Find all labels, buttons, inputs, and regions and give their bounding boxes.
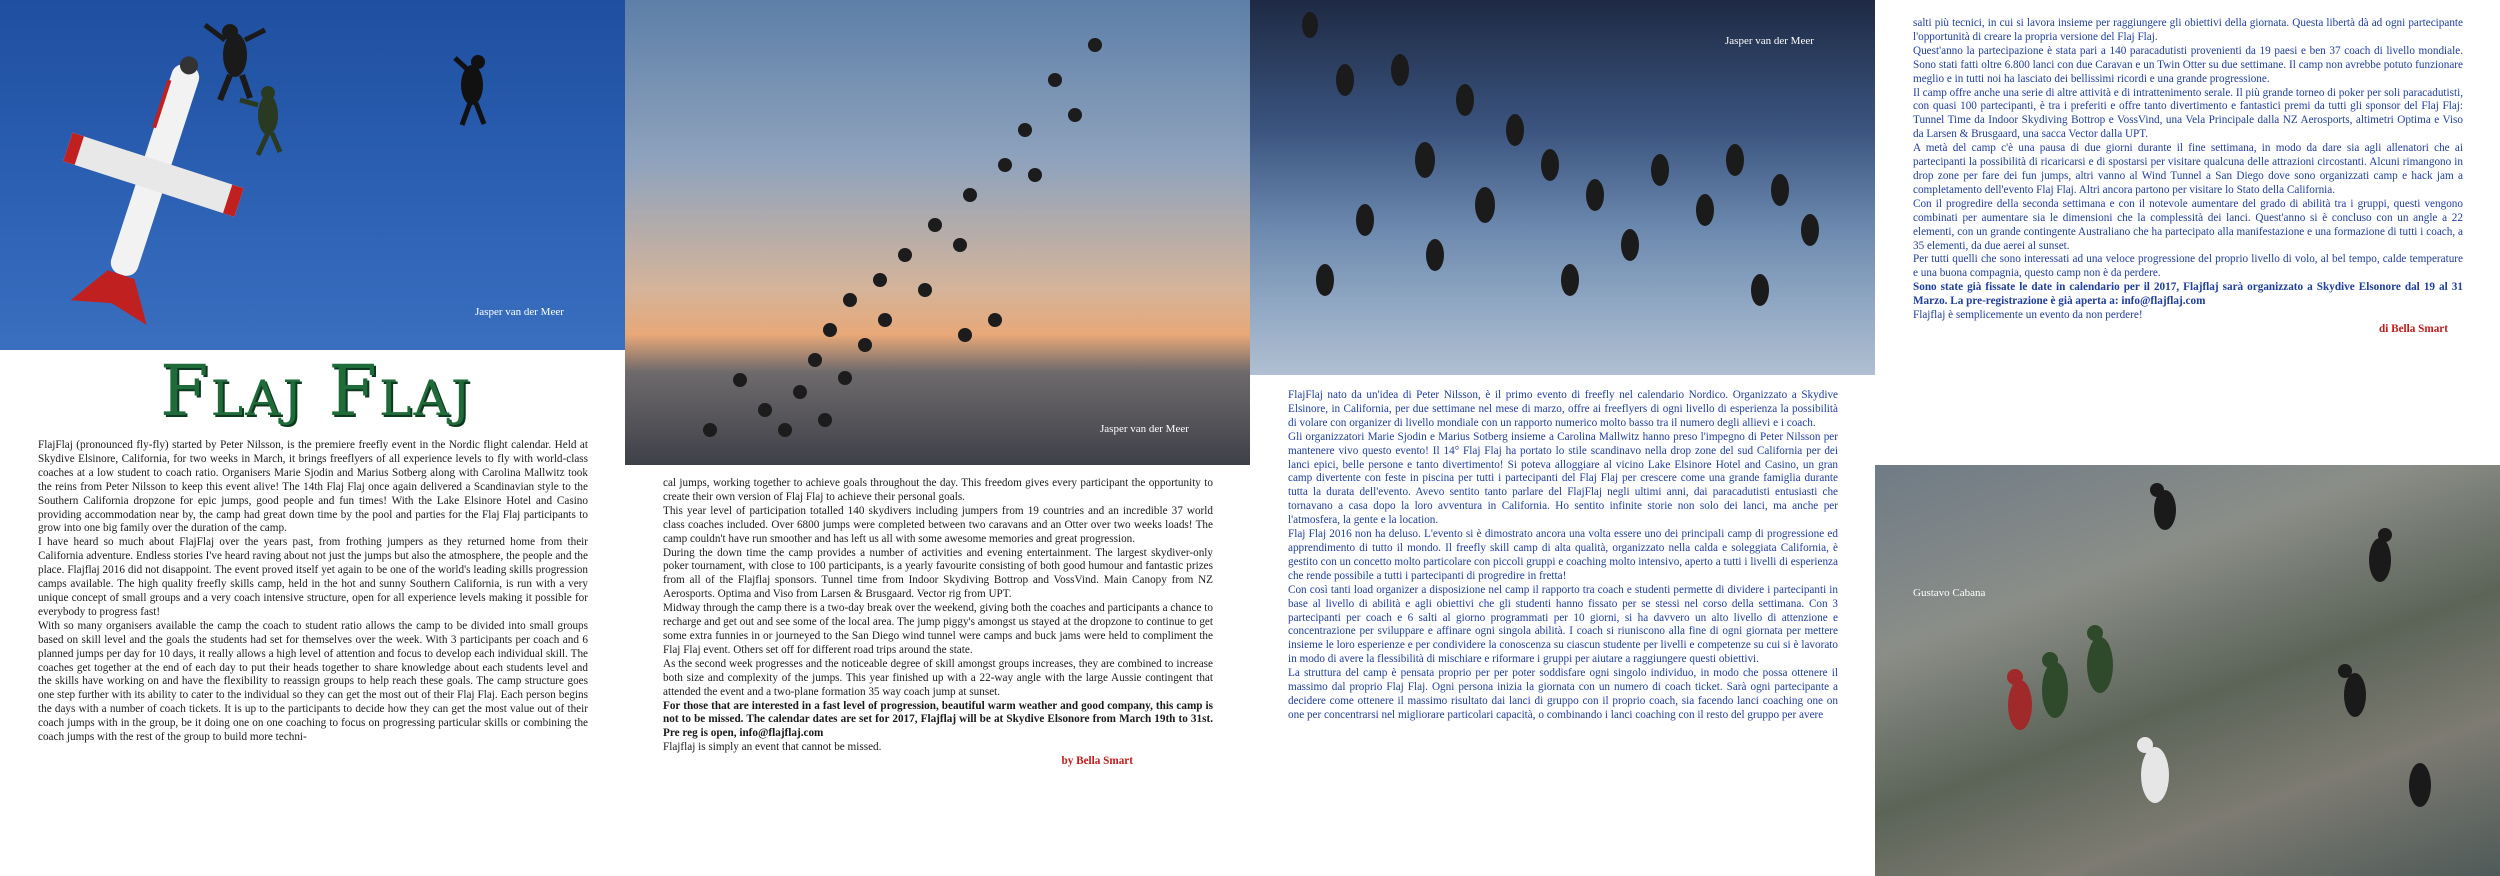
paragraph: Sono state già fissate le date in calendario per il 2017, Flajflaj sarà organizzato a Skydive Elsonore dal 19 al 31 Marzo. La pre-registrazione è già aperta a: info@flajflaj.com xyxy=(1913,281,2463,308)
paragraph: As the second week progresses and the noticeable degree of skill amongst groups increases, they are combined to increase both size and complexity of the jumps. This year finished up with a 22-way angle with the large Aussie contingent that attended the event and a two-plane formation 35 way coach jump at sunset. xyxy=(663,657,1213,698)
photo-sky-formation xyxy=(1250,0,1875,375)
photo-credit: Gustavo Cabana xyxy=(1913,587,1986,599)
paragraph: Con il progredire della seconda settimana e con il notevole aumentare del grado di abilità tra i gruppi, questi vengono combinati per aumentare sia le dimensioni che la complessità dei lanci. Quest'anno si è concluso con un angle a 22 elementi, con un grande contingente Australiano che ha partecipato alla manifestazione e una formazione di tutti i coach, a 35 elementi, da due aerei al sunset. xyxy=(1913,197,2463,252)
photo-plane-freeflyers xyxy=(0,0,625,350)
paragraph: Per tutti quelli che sono interessati ad una veloce progressione del proprio livello di volo, al bel tempo, calde temperature e una buona compagnia, questo camp non è da perdere. xyxy=(1913,253,2463,280)
paragraph: A metà del camp c'è una pausa di due giorni durante il fine settimana, in modo da dare sia agli allenatori che ai partecipanti la possibilità di ricaricarsi e di spostarsi per visitare qualcuna delle attrazioni circostanti. Alcuni rimangono in drop zone per fare dei fun jumps, altri vanno al Wind Tunnel a San Diego dove sono organizzati camp e hack jam a completamento dell'evento Flaj Flaj. Altri ancora partono per visitare lo Stato della California. xyxy=(1913,142,2463,196)
photo-credit: Jasper van der Meer xyxy=(475,306,564,318)
formation-icon xyxy=(625,0,1250,465)
page-panel-2 xyxy=(625,0,1250,876)
paragraph: This year level of participation totalled 140 skydivers including jumpers from 19 countries and an incredible 37 world class coaches included. Over 6800 jumps were completed between two caravans and an Otter over two weeks loads! The camp couldn't have run smoother and has left us all with some awesome memories and great progression. xyxy=(663,504,1213,545)
skydiver-icon xyxy=(455,55,485,125)
paragraph: Quest'anno la partecipazione è stata pari a 140 paracadutisti provenienti da 19 paesi e ben 37 coach di livello mondiale. Sono stati fatti oltre 6.800 lanci con due Caravan e un Twin Otter su due settimane. Il camp non avrebbe potuto funzionare meglio e in tutti noi ha lasciato dei bellissimi ricordi e una grande progressione. xyxy=(1913,44,2463,85)
freeflyers-icon xyxy=(1875,465,2500,876)
paragraph: Flajflaj is simply an event that cannot be missed. xyxy=(663,741,882,754)
photo-credit: Jasper van der Meer xyxy=(1100,423,1189,435)
english-column-2 xyxy=(663,477,1213,769)
page-panel-1 xyxy=(0,0,625,876)
italian-column-1 xyxy=(1288,389,1838,723)
paragraph: For those that are interested in a fast level of progression, beautiful warm weather and good company, this camp is not to be missed. The calendar dates are set for 2017, Flajflaj will be at Skydive Elsonore from March 19th to 31st. Pre reg is open, info@flajflaj.com xyxy=(663,699,1213,740)
paragraph: La struttura del camp è pensata proprio per per poter soddisfare ogni singolo individuo, in modo che possa ottenere il massimo dal proprio Flaj Flaj. Ogni persona inizia la giornata con un numero di coach ticket. Sarà ogni partecipante a decidere come ottenere il massimo risultato dai lanci di gruppo con il proprio coach, sia facendo lanci coaching one on one per concentrarsi nel migliorare particolari capacità, o combinando i lanci coaching con il resto del gruppo per avere xyxy=(1288,667,1838,721)
paragraph: Con così tanti load organizer a disposizione nel camp il rapporto tra coach e studenti permette di dividere i partecipanti in base al livello di abilità e agli obiettivi che gli studenti hanno fissato per se stessi nel corso della settimana. Con 3 partecipanti per coach e 6 salti al giorno programmati per 10 giorni, si ha davvero un alto livello di attenzione e concentrazione per sviluppare e affinare ogni singola abilità. I coach si riuniscono alla fine di ogni giornata per mettere insieme le loro esperienze e per condividere la conoscenza su ciascun studente per livelli e competenze su cui si è lavorato in modo di avere la flessibilità di mischiare e riformare i gruppi per aiutare a raggiungere questi obiettivi. xyxy=(1288,583,1838,666)
paragraph: FlajFlaj (pronounced fly-fly) started by Peter Nilsson, is the premiere freefly event in the Nordic flight calendar. Held at Skydive Elsinore, California, for two weeks in March, it brings freeflyers of all experience levels to fly with world-class coaches at a low student to coach ratio. Organisers Marie Sjodin and Marius Sotberg along with Carolina Mallwitz took the reins from Peter Nilsson to keep this event alive! The 14th Flaj Flaj once again delivered a Scandinavian style to the Southern California dropzone for epic jumps, good people and fun times! With the Lake Elsinore Hotel and Casino providing accommodation near by, the camp had great down time by the pool and parties for the Flaj Flaj participants to grow into one big family over the duration of the camp. xyxy=(38,439,588,535)
photo-credit: Jasper van der Meer xyxy=(1725,35,1814,47)
paragraph: During the down time the camp provides a number of activities and evening entertainment. The largest skydiver-only poker tournament, with close to 100 participants, is a yearly favourite consisting of both good humour and fantastic prizes from all of the Flajflaj sponsors. Tunnel time from Indoor Skydiving Bottrop and VossVind. Main Canopy from NZ Aerosports. Optima and Viso from Larsen & Brusgaard. Vector rig from UPT. xyxy=(663,546,1213,601)
photo-sunset-formation xyxy=(625,0,1250,465)
paragraph: I have heard so much about FlajFlaj over the years past, from frothing jumpers as they returned home from their California adventure. Endless stories I've heard raving about not just the jumps but also the atmosphere, the people and the place. Flajflaj 2016 did not disappoint. The event proved itself yet again to be one of the world's leading skills progression camps available. The high quality freefly skills camp, held in the hot and sunny Southern California, is run with a very unique concept of small groups and a very coach intensive structure, open for all experience levels making it possible for everybody to progress fast! xyxy=(38,536,588,618)
italian-column-2 xyxy=(1913,17,2463,337)
photo-canyon-freeflyers xyxy=(1875,465,2500,876)
paragraph: Gli organizzatori Marie Sjodin e Marius Sotberg insieme a Carolina Mallwitz hanno preso l'impegno di Peter Nilsson per mantenere vivo questo evento! Il 14° Flaj Flaj ha portato lo stile scandinavo nella drop zone del sud California per dei lanci epici, belle persone e tanto divertimento! Si poteva alloggiare al vicino Lake Elsinore Hotel and Casino, un gran camp divertente con feste in piscina per tutti i partecipanti del Flaj Flaj per crescere come una grande famiglia durante tutta la durata dell'evento. Avevo sentito tanto parlare del FlajFlaj negli ultimi anni, dai paracadutisti entusiasti che tornavano a casa dopo la loro avventura in California. Ho sentito infinite storie non solo dei lanci, ma anche per l'atmosfera, la gente e la location. xyxy=(1288,430,1838,527)
paragraph: salti più tecnici, in cui si lavora insieme per raggiungere gli obiettivi della giornata. Questa libertà dà ad ogni partecipante l'opportunità di creare la propria versione del Flaj Flaj. xyxy=(1913,17,2463,43)
page-panel-3 xyxy=(1250,0,1875,876)
english-column-1 xyxy=(38,439,588,745)
paragraph: cal jumps, working together to achieve goals throughout the day. This freedom gives every participant the opportunity to create their own version of Flaj Flaj to achieve their personal goals. xyxy=(663,477,1213,503)
article-title: Flaj Flaj xyxy=(160,350,473,432)
paragraph: Flajflaj è semplicemente un evento da non perdere! xyxy=(1913,309,2143,322)
paragraph: Flaj Flaj 2016 non ha deluso. L'evento si è dimostrato ancora una volta essere uno dei principali camp di progressione ed apprendimento di tutto il mondo. Il freefly skill camp di alta qualità, organizzato nella calda e soleggiata California, è gestito con un concetto molto particolare con piccoli gruppi e coaching molto intensivo, aperto a tutti i livelli di esperienza che rende possibile a tutti i partecipanti di progredire in fretta! xyxy=(1288,528,1838,582)
byline: by Bella Smart xyxy=(1061,755,1133,768)
byline: di Bella Smart xyxy=(2379,322,2448,335)
paragraph: With so many organisers available the camp the coach to student ratio allows the camp to be divided into small groups based on skill level and the goals the students had set for themselves over the week. With 3 participants per coach and 6 planned jumps per day for 10 days, it really allows a high level of attention and focus to develop each individual skill. The coaches get together at the end of each day to put their heads together to share knowledge about each students level and the skills have working on and have the flexibility to reassign groups to help reach these goals. The camp structure goes one step further with its ability to cater to the individual so they can get the most out of their Flaj Flaj. Each person begins the days with a number of coach tickets. It is up to the participants to decide how they can get the most value out of their coach jumps with in the group, be it doing one on one coaching to focus on progressing particular skills or combining the coach jumps with the rest of the group to build more techni- xyxy=(38,619,588,744)
skydiver-icon xyxy=(205,24,265,100)
paragraph: FlajFlaj nato da un'idea di Peter Nilsson, è il primo evento di freefly nel calendario Nordico. Organizzato a Skydive Elsinore, in California, per due settimane nel mese di marzo, offre ai freeflyers di ogni livello di esperienza la possibilità di volare con organizer di livello mondiale con un rapporto numerico molto basso tra il numero degli allievi e i coach. xyxy=(1288,389,1838,429)
paragraph: Midway through the camp there is a two-day break over the weekend, giving both the coaches and participants a chance to recharge and get out and see some of the local area. The jump piggy's amongst us stayed at the dropzone to continue to get some extra funnies in or journeyed to the San Diego wind tunnel were camps and buck jams were held to compliment the Flaj Flaj event. Others set off for different road trips around the state. xyxy=(663,602,1213,656)
page-panel-4 xyxy=(1875,0,2500,876)
skydiver-icon xyxy=(240,86,280,155)
paragraph: Il camp offre anche una serie di altre attività e di intrattenimento serale. Il più grande torneo di poker per soli paracadutisti, con quasi 100 partecipanti, è tra i preferiti e offre tanto divertimento e fantastici premi da tutti gli sponsor del Flaj Flaj: Tunnel Time da Indoor Skydiving Bottrop e VossVind, una Vela Principale dalla NZ Aerosports, altimetri Optima e Viso da Larsen & Brusgaard, una sacca Vector dalla UPT. xyxy=(1913,86,2463,141)
freeflyers-icon xyxy=(1250,0,1875,375)
plane-icon xyxy=(0,0,625,350)
